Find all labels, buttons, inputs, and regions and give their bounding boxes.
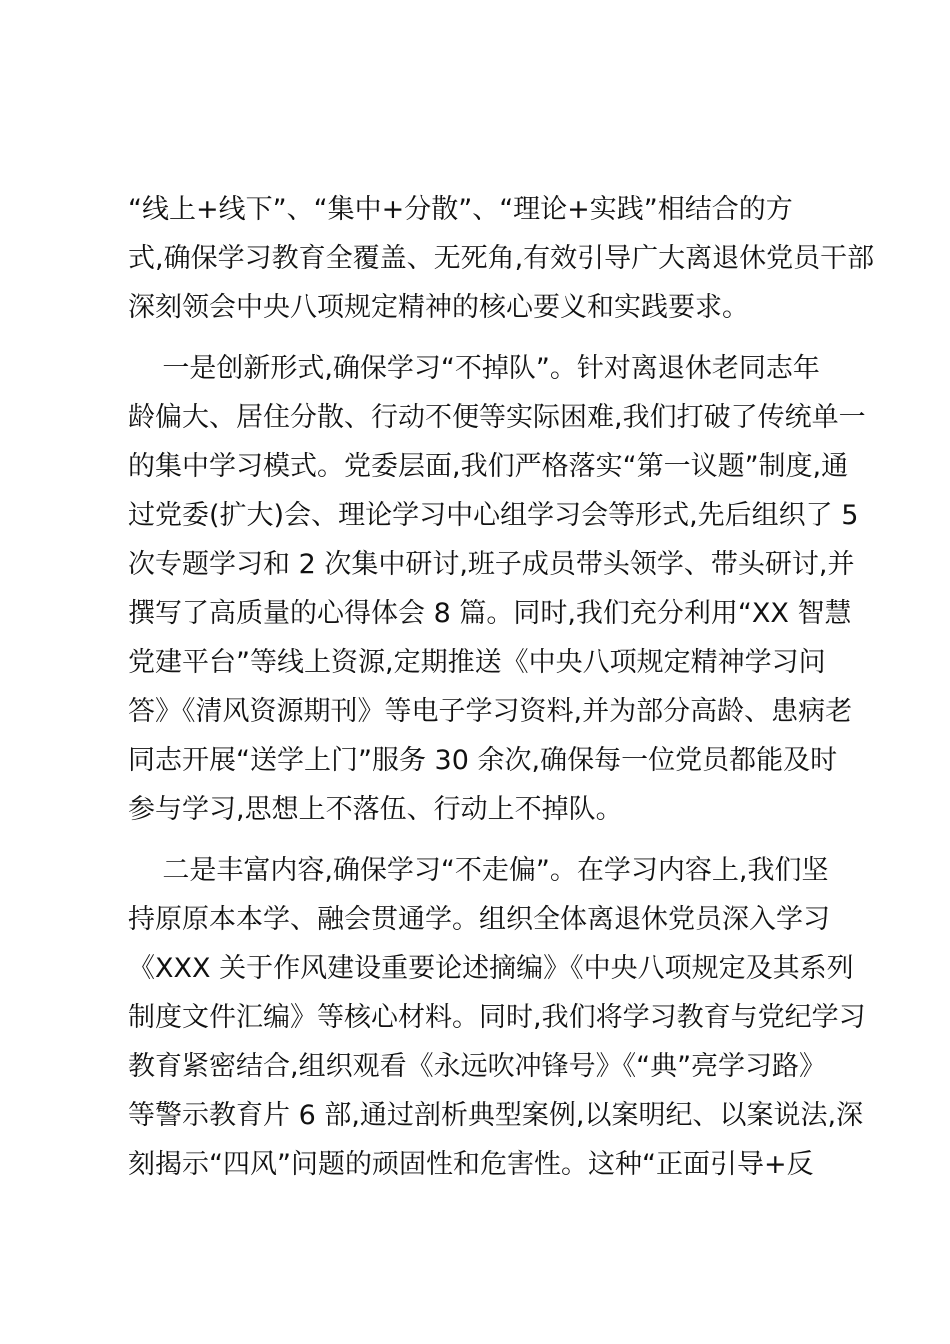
text-line: 教育紧密结合,组织观看《永远吹冲锋号》《“典”亮学习路》 (128, 1051, 827, 1082)
text-line: 一是创新形式,确保学习“不掉队”。针对离退休老同志年 (128, 353, 820, 384)
text-line: 撰写了高质量的心得体会 8 篇。同时,我们充分利用“XX 智慧 (128, 598, 852, 629)
text-line: 次专题学习和 2 次集中研讨,班子成员带头领学、带头研讨,并 (128, 549, 855, 580)
text-line: 《XXX 关于作风建设重要论述摘编》《中央八项规定及其系列 (128, 953, 854, 984)
text-line: 党建平台”等线上资源,定期推送《中央八项规定精神学习问 (128, 647, 826, 678)
document-body (128, 185, 875, 1189)
text-line: 答》《清风资源期刊》等电子学习资料,并为部分高龄、患病老 (128, 696, 853, 727)
paragraph-spacer (128, 834, 838, 846)
text-line: 持原原本本学、融会贯通学。组织全体离退休党员深入学习 (128, 904, 830, 935)
text-line: 龄偏大、居住分散、行动不便等实际困难,我们打破了传统单一 (128, 402, 866, 433)
text-line: 等警示教育片 6 部,通过剖析典型案例,以案明纪、以案说法,深 (128, 1100, 864, 1131)
text-line: 同志开展“送学上门”服务 30 余次,确保每一位党员都能及时 (128, 745, 838, 776)
paragraph-2 (128, 344, 866, 834)
text-line: 深刻领会中央八项规定精神的核心要义和实践要求。 (128, 292, 749, 323)
text-line: 过党委(扩大)会、理论学习中心组学习会等形式,先后组织了 5 (128, 500, 859, 531)
text-line: 制度文件汇编》等核心材料。同时,我们将学习教育与党纪学习 (128, 1002, 866, 1033)
text-line: 参与学习,思想上不落伍、行动上不掉队。 (128, 794, 623, 825)
text-line: 式,确保学习教育全覆盖、无死角,有效引导广大离退休党员干部 (128, 243, 875, 274)
paragraph-1 (128, 185, 875, 332)
text-line: 刻揭示“四风”问题的顽固性和危害性。这种“正面引导+反 (128, 1149, 814, 1180)
text-line: “线上+线下”、“集中+分散”、“理论+实践”相结合的方 (128, 194, 793, 225)
paragraph-spacer (128, 332, 838, 344)
text-line: 的集中学习模式。党委层面,我们严格落实“第一议题”制度,通 (128, 451, 849, 482)
text-line: 二是丰富内容,确保学习“不走偏”。在学习内容上,我们坚 (128, 855, 829, 886)
paragraph-3 (128, 846, 866, 1189)
